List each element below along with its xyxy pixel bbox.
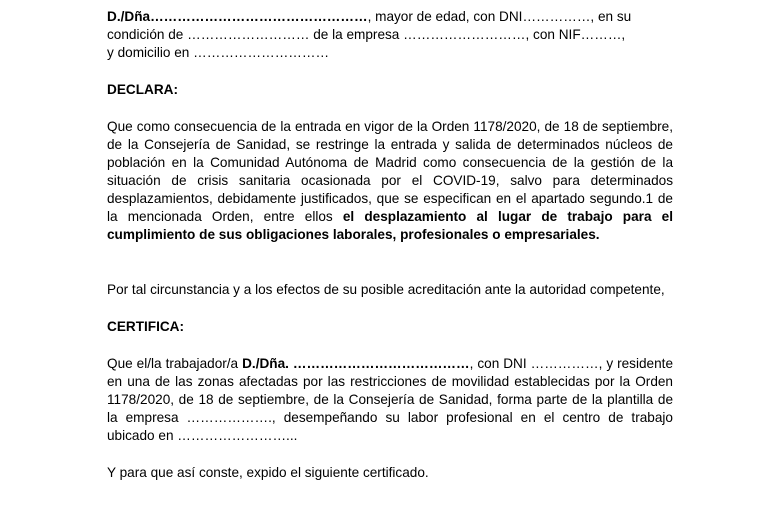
identification-paragraph [107, 8, 673, 62]
certifica-rest: , con DNI ……………, y residente en una de las zonas afectadas por las restricciones de movilidad establecidas por la Orden 1178/2020, de 18 de septiembre, de la Consejería de Sanidad, forma parte de la plantilla de la empresa ………………., desempeñando su labor profesional en el centro de trabajo ubicado en ……………………... [107, 356, 674, 443]
circunstancia-paragraph: Por tal circunstancia y a los efectos de su posible acreditación ante la autoridad competente, [107, 282, 665, 297]
declara-paragraph [107, 118, 673, 244]
declara-heading: DECLARA: [107, 82, 178, 97]
spacer [107, 299, 673, 318]
certifica-heading: CERTIFICA: [107, 319, 185, 334]
worker-name-label: D./Dña. [242, 356, 289, 371]
spacer [107, 336, 673, 355]
spacer [107, 99, 673, 118]
line3: y domicilio en ………………………… [107, 45, 330, 60]
closing-paragraph: Y para que así conste, expido el siguiente certificado. [107, 465, 429, 480]
worker-name-blank: ………………………………… [292, 356, 470, 371]
line2: condición de ……………………… de la empresa ………………………, con NIF………, [107, 27, 626, 42]
name-label: D./Dña [107, 9, 151, 24]
spacer [107, 445, 673, 464]
line1-tail: , mayor de edad, con DNI……………, en su [367, 9, 632, 24]
declara-bold-text: el desplazamiento al lugar de trabajo para el cumplimiento de sus obligaciones laborales, profesionales o empresariales. [107, 209, 674, 242]
spacer [107, 62, 673, 81]
spacer [107, 244, 673, 281]
certifica-lead: Que el/la trabajador/a [107, 356, 239, 371]
name-blank: ………………………………………… [150, 9, 368, 24]
declara-text: Que como consecuencia de la entrada en vigor de la Orden 1178/2020, de 18 de septiembre, de la Consejería de Sanidad, se restringe la entrada y salida de determinados núcleos de población en la Comunidad Autónoma de Madrid como consecuencia de la gestión de la situación de crisis sanitaria ocasionada por el COVID-19, salvo para determinados desplazamientos, debidamente justificados, que se especifican en el apartado segundo.1 de la mencionada Orden, entre ellos [107, 119, 673, 224]
certifica-paragraph [107, 355, 673, 445]
document-page [107, 8, 673, 482]
